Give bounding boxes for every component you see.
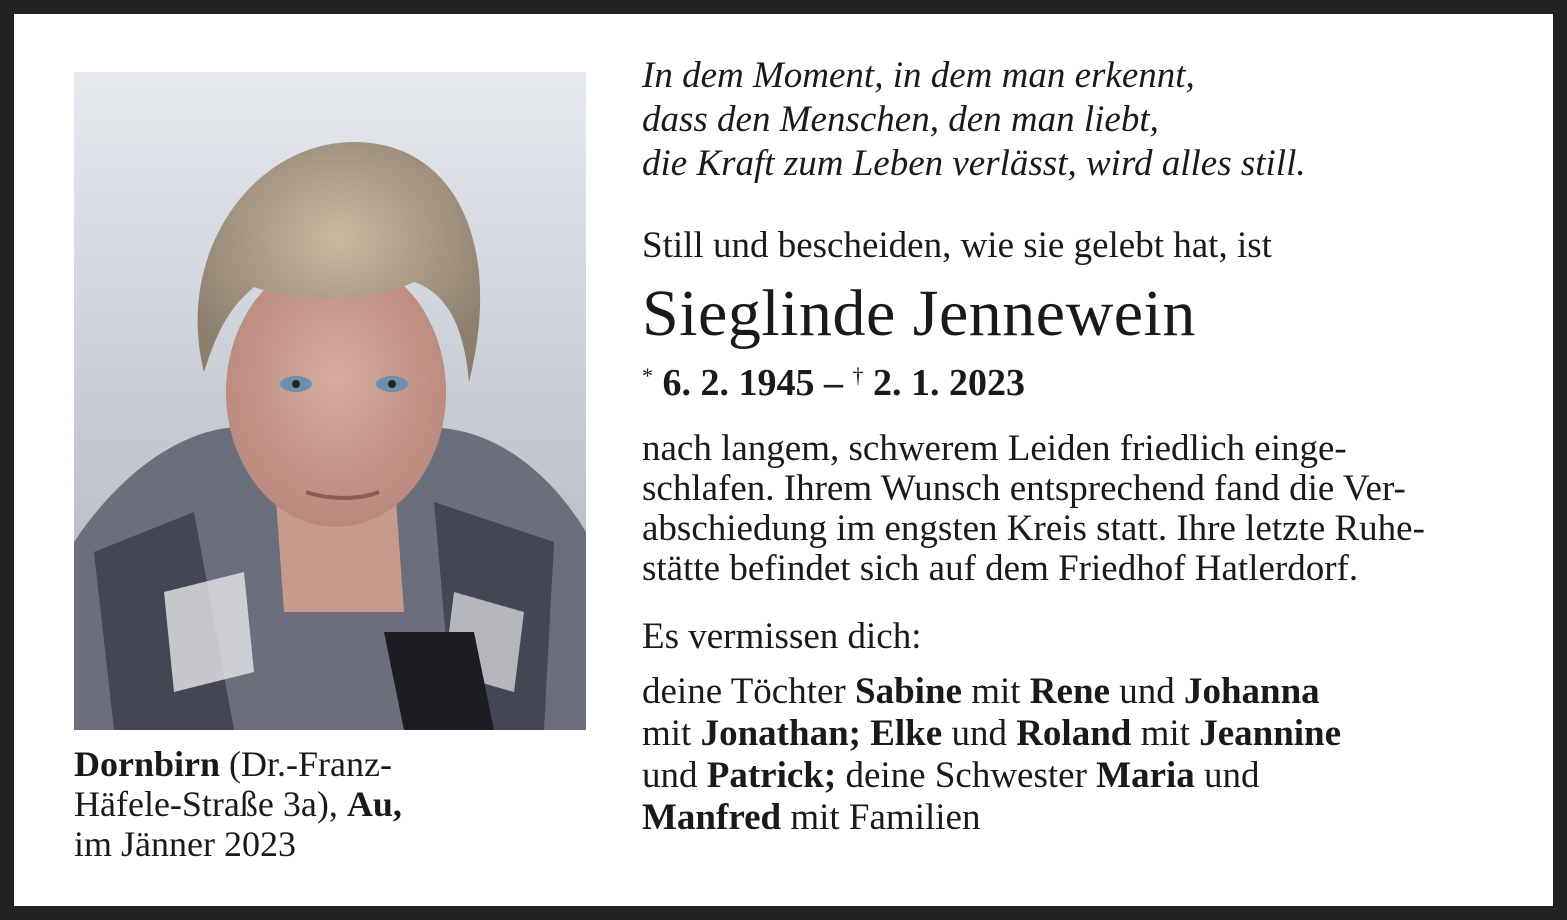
family-text: und — [1109, 671, 1184, 712]
family-text: mit Familien — [781, 797, 981, 838]
body-line-3: abschiedung im engsten Kreis statt. Ihre letzte Ruhe- — [642, 508, 1425, 549]
family-name: Patrick; — [706, 755, 837, 796]
family-name: Jonathan; Elke — [700, 713, 943, 754]
date-separator: – — [824, 362, 843, 404]
location-date: im Jänner 2023 — [74, 824, 296, 864]
quote-line-3: die Kraft zum Leben verlässt, wird alles still. — [642, 143, 1306, 184]
family-text: und — [1194, 755, 1260, 796]
family-text: deine Schwester — [836, 755, 1097, 796]
location-city-dornbirn: Dornbirn — [74, 744, 221, 784]
location-address-part1: (Dr.-Franz- — [220, 744, 392, 784]
memorial-quote — [642, 54, 1502, 186]
body-line-4: stätte befindet sich auf dem Friedhof Hatlerdorf. — [642, 548, 1359, 589]
family-name: Maria — [1096, 755, 1195, 796]
body-line-2: schlafen. Ihrem Wunsch entsprechend fand die Ver- — [642, 468, 1406, 509]
obituary-body — [642, 429, 1502, 589]
mourners-heading: Es vermissen dich: — [642, 616, 922, 657]
location-address-part2: Häfele-Straße 3a), — [74, 784, 347, 824]
death-symbol: † — [852, 363, 864, 388]
location-and-date — [74, 744, 594, 864]
portrait-illustration — [74, 72, 586, 730]
birth-date: 6. 2. 1945 — [662, 362, 815, 404]
obituary-text-column — [642, 54, 1502, 839]
family-text: mit — [961, 671, 1030, 712]
quote-line-2: dass den Menschen, den man liebt, — [642, 99, 1159, 140]
family-name: Johanna — [1183, 671, 1320, 712]
family-text: und — [942, 713, 1017, 754]
quote-line-1: In dem Moment, in dem man erkennt, — [642, 55, 1195, 96]
life-dates — [642, 354, 1502, 405]
family-text: mit — [1131, 713, 1200, 754]
family-name: Jeannine — [1199, 713, 1342, 754]
family-name: Roland — [1016, 713, 1132, 754]
portrait-photo — [74, 72, 586, 730]
family-text: deine Töchter — [642, 671, 856, 712]
family-name: Rene — [1029, 671, 1110, 712]
family-name: Manfred — [642, 797, 782, 838]
body-line-1: nach langem, schwerem Leiden friedlich einge- — [642, 428, 1347, 469]
family-text: und — [642, 755, 707, 796]
death-date: 2. 1. 2023 — [873, 362, 1025, 404]
family-list — [642, 671, 1502, 839]
deceased-name: Sieglinde Jennewein — [642, 277, 1196, 350]
birth-symbol: * — [642, 363, 653, 388]
location-city-au: Au, — [346, 784, 402, 824]
intro-line: Still und bescheiden, wie sie gelebt hat, ist — [642, 225, 1272, 266]
family-name: Sabine — [855, 671, 962, 712]
obituary-card — [14, 14, 1553, 906]
family-text: mit — [642, 713, 701, 754]
